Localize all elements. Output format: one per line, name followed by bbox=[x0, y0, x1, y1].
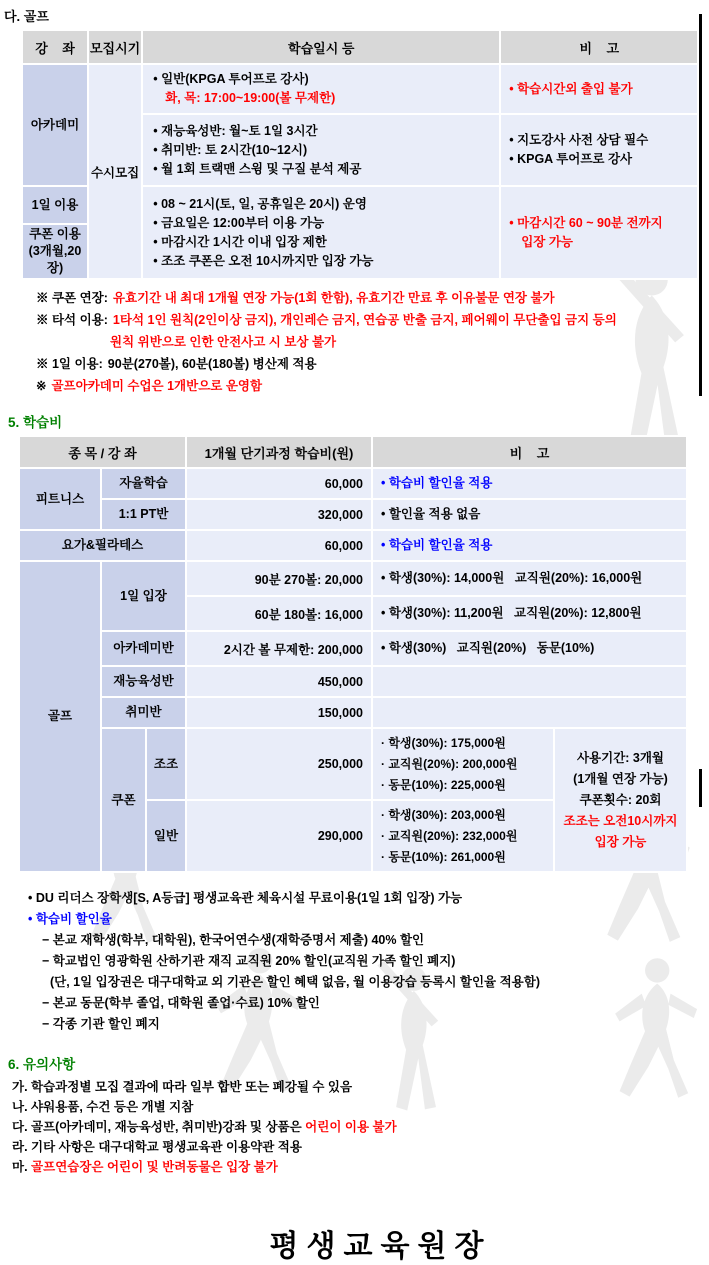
label-line: 쿠폰 이용 bbox=[29, 227, 81, 241]
course-name: 취미반 bbox=[102, 698, 185, 727]
notice-text: 다. 골프(아카데미, 재능육성반, 취미반)강좌 및 상품은 bbox=[12, 1120, 302, 1134]
notice-line bbox=[12, 1117, 709, 1137]
note-line bbox=[36, 353, 709, 375]
table-row bbox=[20, 469, 686, 498]
signature-title: 평생교육원장 bbox=[269, 1230, 492, 1263]
page-edge-line bbox=[699, 14, 702, 396]
note-label: ※ 타석 이용: bbox=[36, 313, 108, 327]
price-breakdown bbox=[373, 801, 553, 871]
fee-table bbox=[18, 435, 688, 873]
note-cell-empty bbox=[373, 667, 686, 696]
table-row bbox=[20, 667, 686, 696]
daily-use-label: 1일 이용 bbox=[23, 187, 87, 223]
table-row bbox=[20, 729, 686, 799]
discount-line: − 본교 동문(학부 졸업, 대학원 졸업·수료) 10% 할인 bbox=[42, 996, 320, 1010]
table-header-row bbox=[20, 437, 686, 467]
yoga-label: 요가&필라테스 bbox=[20, 531, 185, 560]
note-label: ※ 1일 이용: bbox=[36, 357, 103, 371]
note-text: 90분(270볼), 60분(180볼) 병산제 적용 bbox=[107, 357, 317, 371]
academy-note-2 bbox=[501, 115, 697, 185]
note-text-red: 1타석 1인 원칙(2인이상 금지), 개인레슨 금지, 연습공 반출 금지, 페어웨이 무단출입 금지 등의 bbox=[112, 313, 617, 327]
notice-text-red: 어린이 이용 불가 bbox=[305, 1120, 397, 1134]
note-label: ※ 쿠폰 연장: bbox=[36, 291, 108, 305]
note-line-red: • 마감시간 60 ~ 90분 전까지 bbox=[509, 215, 663, 230]
price-cell: 60,000 bbox=[187, 469, 371, 498]
note-line bbox=[36, 375, 709, 397]
price-cell: 320,000 bbox=[187, 500, 371, 529]
note-line bbox=[36, 309, 709, 331]
schedule-line: • 재능육성반: 월~토 1일 3시간 bbox=[153, 123, 318, 138]
price-cell: 90분 270볼: 20,000 bbox=[187, 562, 371, 595]
col-header-note: 비 고 bbox=[373, 437, 686, 467]
shared-schedule bbox=[143, 187, 499, 278]
note-cell: • 학생(30%) 교직원(20%) 동문(10%) bbox=[373, 632, 686, 665]
note-line-red: 입장 가능 bbox=[521, 234, 574, 249]
coupon-info-line: (1개월 연장 가능) bbox=[573, 771, 668, 786]
golf-label: 골프 bbox=[20, 562, 100, 871]
table-row bbox=[23, 65, 697, 113]
note-text-red: 유효기간 내 최대 1개월 연장 가능(1회 한함), 유효기간 만료 후 이유불문 연장 불가 bbox=[112, 291, 555, 305]
price-cell: 450,000 bbox=[187, 667, 371, 696]
notice-text: 마. bbox=[12, 1160, 28, 1174]
breakdown-line: · 학생(30%): 203,000원 bbox=[381, 807, 506, 822]
price-breakdown bbox=[373, 729, 553, 799]
discount-line: (단, 1일 입장권은 대구대학교 외 기관은 할인 혜택 없음, 월 이용강습 등록시 할인율 적용함) bbox=[50, 975, 540, 989]
note-line-red: • 학습시간외 출입 불가 bbox=[509, 81, 633, 96]
col-header-note: 비 고 bbox=[501, 31, 697, 63]
col-header-schedule: 학습일시 등 bbox=[143, 31, 499, 63]
golf-schedule-table bbox=[21, 29, 699, 280]
note-line: • 지도강사 사전 상담 필수 bbox=[509, 133, 649, 147]
table-row bbox=[20, 531, 686, 560]
course-name: 아카데미반 bbox=[102, 632, 185, 665]
academy-note-1 bbox=[501, 65, 697, 113]
coupon-info-line: 쿠폰횟수: 20회 bbox=[579, 792, 662, 807]
col-header-fee: 1개월 단기과정 학습비(원) bbox=[187, 437, 371, 467]
academy-label: 아카데미 bbox=[23, 65, 87, 185]
schedule-line: • 금요일은 12:00부터 이용 가능 bbox=[153, 215, 325, 230]
note-cell: • 학생(30%): 14,000원 교직원(20%): 16,000원 bbox=[373, 562, 686, 595]
coupon-use-label bbox=[23, 225, 87, 278]
price-cell: 150,000 bbox=[187, 698, 371, 727]
course-name: 조조 bbox=[147, 729, 185, 799]
breakdown-line: · 동문(10%): 225,000원 bbox=[381, 777, 506, 792]
note-cell-empty bbox=[373, 698, 686, 727]
discount-line: − 학교법인 영광학원 산하기관 재직 교직원 20% 할인(교직원 가족 할인 폐지) bbox=[42, 954, 456, 968]
academy-schedule-2 bbox=[143, 115, 499, 185]
bullet-line-blue: • 학습비 할인율 bbox=[28, 912, 112, 926]
note-line bbox=[36, 287, 709, 309]
breakdown-line: · 학생(30%): 175,000원 bbox=[381, 735, 506, 750]
price-cell: 2시간 볼 무제한: 200,000 bbox=[187, 632, 371, 665]
note-cell-blue: • 학습비 할인율 적용 bbox=[373, 469, 686, 498]
col-header-course: 강 좌 bbox=[23, 31, 87, 63]
day-pass-label: 1일 입장 bbox=[102, 562, 185, 630]
price-cell: 60,000 bbox=[187, 531, 371, 560]
schedule-line: • 조조 쿠폰은 오전 10시까지만 입장 가능 bbox=[153, 253, 374, 268]
notice-line bbox=[12, 1157, 709, 1177]
table-row bbox=[20, 698, 686, 727]
academy-schedule-1 bbox=[143, 65, 499, 113]
section-notice-title: 6. 유의사항 bbox=[8, 1057, 76, 1072]
recruit-cell: 수시모집 bbox=[89, 65, 141, 278]
discount-line: − 각종 기관 할인 폐지 bbox=[42, 1017, 160, 1031]
note-text-red: 골프아카데미 수업은 1개반으로 운영함 bbox=[51, 379, 263, 393]
schedule-line: • 월 1회 트랙맨 스윙 및 구질 분석 제공 bbox=[153, 161, 362, 176]
label-line: (3개월,20장) bbox=[28, 244, 82, 275]
page-edge-line bbox=[699, 769, 702, 807]
schedule-line: • 마감시간 1시간 이내 입장 제한 bbox=[153, 234, 327, 249]
coupon-label: 쿠폰 bbox=[102, 729, 145, 871]
section-golf-title: 다. 골프 bbox=[4, 9, 49, 24]
breakdown-line: · 교직원(20%): 200,000원 bbox=[381, 756, 518, 771]
coupon-info-line: 사용기간: 3개월 bbox=[576, 750, 665, 765]
notice-line: 라. 기타 사항은 대구대학교 평생교육관 이용약관 적용 bbox=[12, 1140, 302, 1154]
schedule-line: • 취미반: 토 2시간(10~12시) bbox=[153, 142, 308, 157]
col-header-item: 종 목 / 강 좌 bbox=[20, 437, 185, 467]
price-cell: 290,000 bbox=[187, 801, 371, 871]
shared-note bbox=[501, 187, 697, 278]
table-row bbox=[20, 632, 686, 665]
notice-text-red: 골프연습장은 어린이 및 반려동물은 입장 불가 bbox=[31, 1160, 278, 1174]
schedule-line: • 08 ~ 21시(토, 일, 공휴일은 20시) 운영 bbox=[153, 196, 367, 211]
table-header-row bbox=[23, 31, 697, 63]
discount-line: − 본교 재학생(학부, 대학원), 한국어연수생(재학증명서 제출) 40% 할인 bbox=[42, 933, 425, 947]
table-row bbox=[20, 562, 686, 595]
course-name: 재능육성반 bbox=[102, 667, 185, 696]
coupon-info-line-red: 조조는 오전10시까지 bbox=[563, 813, 678, 828]
course-name: 자율학습 bbox=[102, 469, 185, 498]
coupon-info-line-red: 입장 가능 bbox=[594, 834, 647, 849]
fitness-label: 피트니스 bbox=[20, 469, 100, 529]
breakdown-line: · 교직원(20%): 232,000원 bbox=[381, 828, 518, 843]
note-cell: • 할인율 적용 없음 bbox=[373, 500, 686, 529]
notice-line: 가. 학습과정별 모집 결과에 따라 일부 합반 또는 폐강될 수 있음 bbox=[12, 1080, 353, 1094]
col-header-recruit: 모집시기 bbox=[89, 31, 141, 63]
course-name: 1:1 PT반 bbox=[102, 500, 185, 529]
golf-notes bbox=[36, 287, 709, 397]
breakdown-line: · 동문(10%): 261,000원 bbox=[381, 849, 506, 864]
course-name: 일반 bbox=[147, 801, 185, 871]
note-cell: • 학생(30%): 11,200원 교직원(20%): 12,800원 bbox=[373, 597, 686, 630]
note-label: ※ bbox=[36, 379, 47, 393]
section-fee-title: 5. 학습비 bbox=[8, 415, 63, 430]
table-row bbox=[20, 500, 686, 529]
note-line-cont: 원칙 위반으로 인한 안전사고 시 보상 불가 bbox=[110, 335, 337, 349]
bullet-line: • DU 리더스 장학생[S, A등급] 평생교육관 체육시설 무료이용(1일 1회 입장) 가능 bbox=[28, 891, 463, 905]
coupon-info-box bbox=[555, 729, 686, 871]
price-cell: 60분 180볼: 16,000 bbox=[187, 597, 371, 630]
notice-list bbox=[12, 1077, 709, 1177]
schedule-line-red: 화, 목: 17:00~19:00(볼 무제한) bbox=[165, 91, 336, 105]
note-line: • KPGA 투어프로 강사 bbox=[509, 152, 633, 166]
fee-bullets bbox=[28, 888, 709, 1035]
note-cell-blue: • 학습비 할인율 적용 bbox=[373, 531, 686, 560]
schedule-line: • 일반(KPGA 투어프로 강사) bbox=[153, 72, 309, 86]
notice-line: 나. 샤워용품, 수건 등은 개별 지참 bbox=[12, 1100, 194, 1114]
price-cell: 250,000 bbox=[187, 729, 371, 799]
